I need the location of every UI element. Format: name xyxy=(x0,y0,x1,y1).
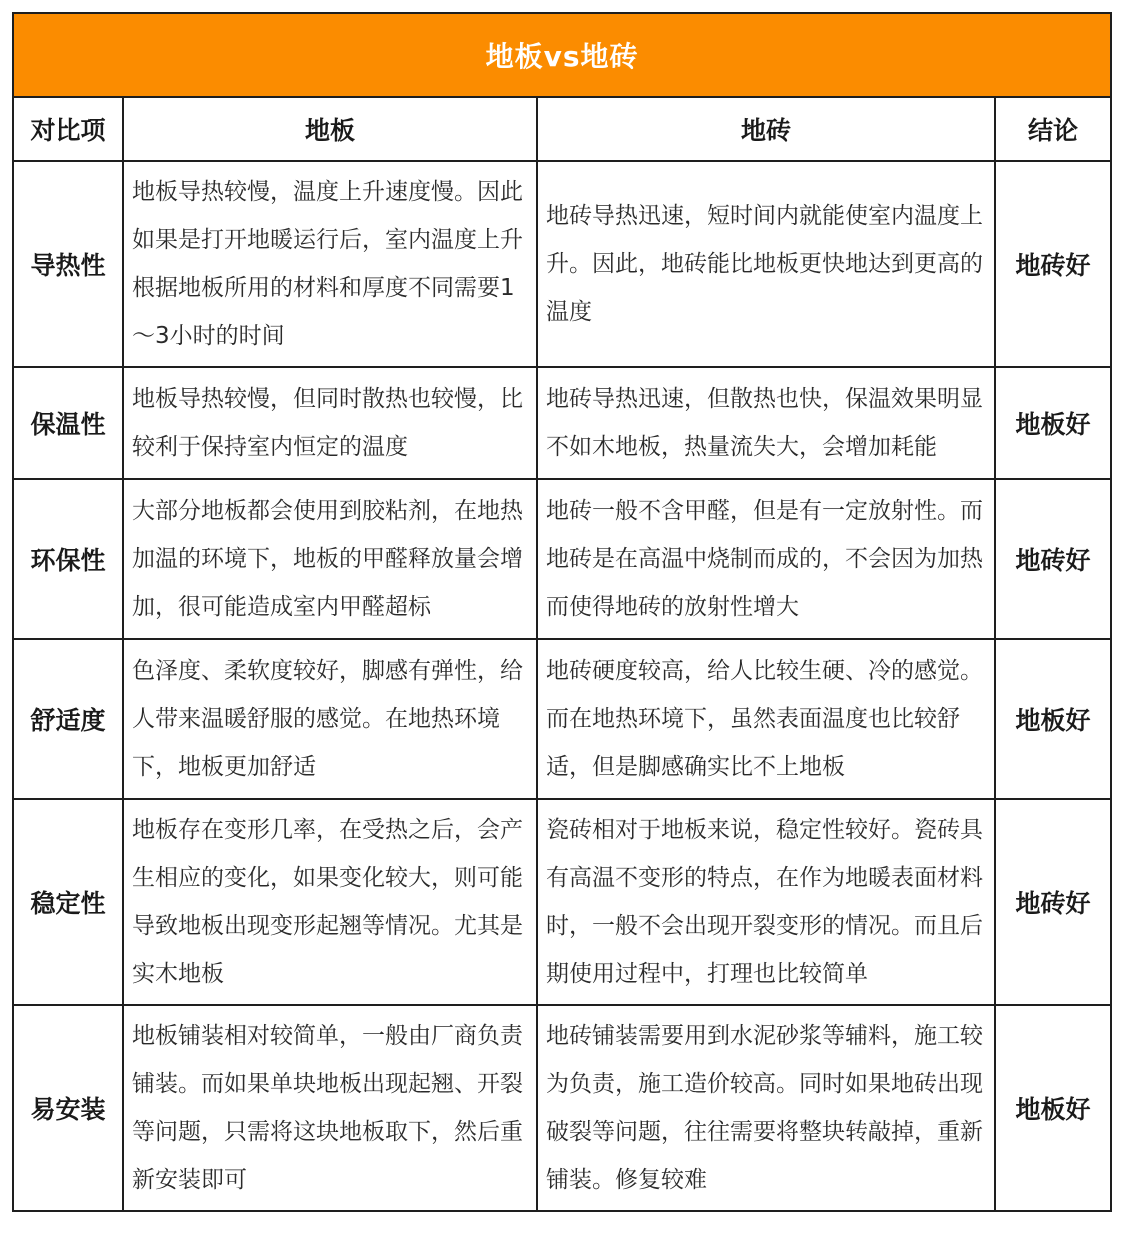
header-tile: 地砖 xyxy=(537,97,995,161)
table-row xyxy=(13,367,1111,479)
row-conclusion: 地板好 xyxy=(995,1005,1111,1211)
row-conclusion: 地砖好 xyxy=(995,799,1111,1005)
row-conclusion: 地板好 xyxy=(995,639,1111,799)
table-title: 地板vs地砖 xyxy=(13,13,1111,97)
header-conclusion: 结论 xyxy=(995,97,1111,161)
row-floor-text: 地板导热较慢，温度上升速度慢。因此如果是打开地暖运行后，室内温度上升根据地板所用的材料和厚度不同需要1～3小时的时间 xyxy=(123,161,537,367)
row-item-label: 稳定性 xyxy=(13,799,123,1005)
comparison-table-wrapper xyxy=(12,12,1110,1212)
table-row xyxy=(13,161,1111,367)
row-tile-text: 地砖铺装需要用到水泥砂浆等辅料，施工较为负责，施工造价较高。同时如果地砖出现破裂等问题，往往需要将整块转敲掉，重新铺装。修复较难 xyxy=(537,1005,995,1211)
row-item-label: 导热性 xyxy=(13,161,123,367)
title-row xyxy=(13,13,1111,97)
row-item-label: 环保性 xyxy=(13,479,123,639)
header-row xyxy=(13,97,1111,161)
row-floor-text: 地板导热较慢，但同时散热也较慢，比较利于保持室内恒定的温度 xyxy=(123,367,537,479)
row-tile-text: 瓷砖相对于地板来说，稳定性较好。瓷砖具有高温不变形的特点，在作为地暖表面材料时，一般不会出现开裂变形的情况。而且后期使用过程中，打理也比较简单 xyxy=(537,799,995,1005)
comparison-table xyxy=(12,12,1112,1212)
header-floor: 地板 xyxy=(123,97,537,161)
row-conclusion: 地砖好 xyxy=(995,479,1111,639)
header-item: 对比项 xyxy=(13,97,123,161)
row-tile-text: 地砖硬度较高，给人比较生硬、冷的感觉。而在地热环境下，虽然表面温度也比较舒适，但是脚感确实比不上地板 xyxy=(537,639,995,799)
table-row xyxy=(13,479,1111,639)
row-conclusion: 地板好 xyxy=(995,367,1111,479)
row-floor-text: 大部分地板都会使用到胶粘剂，在地热加温的环境下，地板的甲醛释放量会增加，很可能造成室内甲醛超标 xyxy=(123,479,537,639)
row-item-label: 舒适度 xyxy=(13,639,123,799)
row-item-label: 易安装 xyxy=(13,1005,123,1211)
row-tile-text: 地砖导热迅速，短时间内就能使室内温度上升。因此，地砖能比地板更快地达到更高的温度 xyxy=(537,161,995,367)
table-row xyxy=(13,799,1111,1005)
row-floor-text: 地板铺装相对较简单，一般由厂商负责铺装。而如果单块地板出现起翘、开裂等问题，只需将这块地板取下，然后重新安装即可 xyxy=(123,1005,537,1211)
row-tile-text: 地砖一般不含甲醛，但是有一定放射性。而地砖是在高温中烧制而成的，不会因为加热而使得地砖的放射性增大 xyxy=(537,479,995,639)
table-row xyxy=(13,1005,1111,1211)
row-tile-text: 地砖导热迅速，但散热也快，保温效果明显不如木地板，热量流失大，会增加耗能 xyxy=(537,367,995,479)
table-row xyxy=(13,639,1111,799)
row-conclusion: 地砖好 xyxy=(995,161,1111,367)
row-item-label: 保温性 xyxy=(13,367,123,479)
row-floor-text: 地板存在变形几率，在受热之后，会产生相应的变化，如果变化较大，则可能导致地板出现变形起翘等情况。尤其是实木地板 xyxy=(123,799,537,1005)
row-floor-text: 色泽度、柔软度较好，脚感有弹性，给人带来温暖舒服的感觉。在地热环境下，地板更加舒适 xyxy=(123,639,537,799)
